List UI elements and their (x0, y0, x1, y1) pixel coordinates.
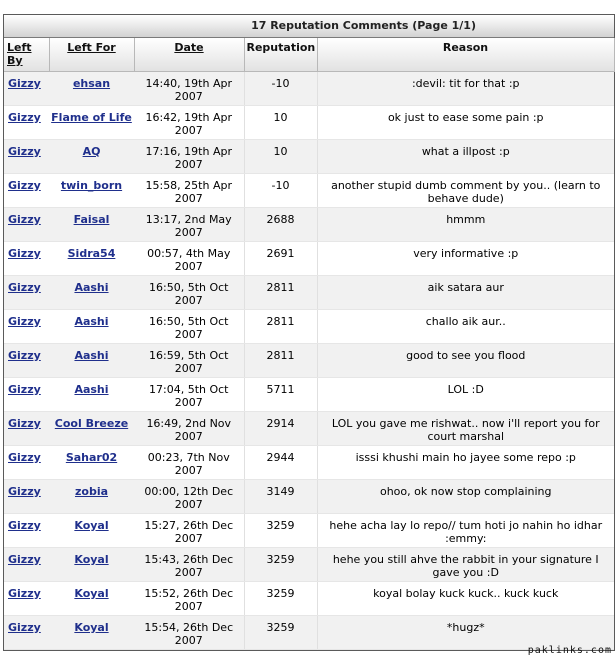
table-row (4, 616, 614, 650)
left-by-cell (4, 616, 49, 650)
left-for-link[interactable]: Aashi (74, 349, 109, 362)
table-row (4, 514, 614, 548)
date-cell: 00:23, 7th Nov 2007 (134, 446, 244, 480)
table-row (4, 446, 614, 480)
panel-title: 17 Reputation Comments (Page 1/1) (4, 14, 614, 38)
reason-cell: hehe acha lay lo repo// tum hoti jo nahin ho idhar :emmy: (317, 514, 614, 548)
date-cell: 15:27, 26th Dec 2007 (134, 514, 244, 548)
reason-cell: ohoo, ok now stop complaining (317, 480, 614, 514)
left-for-link[interactable]: ehsan (72, 77, 111, 90)
left-for-link[interactable]: Cool Breeze (54, 417, 129, 430)
column-header-left-for[interactable]: Left For (49, 38, 134, 72)
left-for-link[interactable]: Koyal (74, 553, 109, 566)
left-by-cell (4, 344, 49, 378)
left-by-link[interactable]: Gizzy (8, 111, 41, 124)
left-by-link[interactable]: Gizzy (8, 485, 41, 498)
table-row (4, 174, 614, 208)
left-for-cell (49, 310, 134, 344)
left-for-link[interactable]: twin_born (60, 179, 123, 192)
reason-cell: hehe you still ahve the rabbit in your signature I gave you :D (317, 548, 614, 582)
left-for-link[interactable]: Aashi (74, 281, 109, 294)
left-by-cell (4, 106, 49, 140)
table-row (4, 310, 614, 344)
left-for-link[interactable]: Flame of Life (51, 111, 132, 124)
table-row (4, 582, 614, 616)
left-by-link[interactable]: Gizzy (8, 349, 41, 362)
left-for-cell (49, 276, 134, 310)
left-for-cell (49, 106, 134, 140)
left-by-cell (4, 446, 49, 480)
left-by-link[interactable]: Gizzy (8, 179, 41, 192)
left-by-cell (4, 174, 49, 208)
left-by-cell (4, 378, 49, 412)
left-by-cell (4, 310, 49, 344)
date-cell: 16:50, 5th Oct 2007 (134, 276, 244, 310)
left-by-cell (4, 412, 49, 446)
reputation-cell: 10 (244, 140, 317, 174)
left-for-cell (49, 480, 134, 514)
left-for-link[interactable]: Aashi (74, 315, 109, 328)
reputation-cell: 2811 (244, 344, 317, 378)
left-by-cell (4, 140, 49, 174)
left-by-link[interactable]: Gizzy (8, 451, 41, 464)
reputation-cell: 2914 (244, 412, 317, 446)
reputation-cell: 2944 (244, 446, 317, 480)
reason-cell: another stupid dumb comment by you.. (learn to behave dude) (317, 174, 614, 208)
date-cell: 14:40, 19th Apr 2007 (134, 72, 244, 106)
left-for-cell (49, 72, 134, 106)
date-cell: 13:17, 2nd May 2007 (134, 208, 244, 242)
left-for-link[interactable]: Koyal (74, 519, 109, 532)
column-header-reputation: Reputation (244, 38, 317, 72)
left-for-link[interactable]: AQ (82, 145, 101, 158)
date-cell: 16:42, 19th Apr 2007 (134, 106, 244, 140)
column-header-date[interactable]: Date (134, 38, 244, 72)
reputation-table (4, 38, 615, 650)
reason-cell: :devil: tit for that :p (317, 72, 614, 106)
left-for-link[interactable]: Aashi (74, 383, 109, 396)
reputation-cell: 3259 (244, 616, 317, 650)
table-row (4, 140, 614, 174)
site-watermark: paklinks.com (527, 645, 612, 656)
date-cell: 17:04, 5th Oct 2007 (134, 378, 244, 412)
date-cell: 16:50, 5th Oct 2007 (134, 310, 244, 344)
date-cell: 17:16, 19th Apr 2007 (134, 140, 244, 174)
left-by-cell (4, 242, 49, 276)
left-by-link[interactable]: Gizzy (8, 213, 41, 226)
left-for-link[interactable]: Koyal (74, 621, 109, 634)
table-row (4, 412, 614, 446)
table-row (4, 378, 614, 412)
left-for-cell (49, 616, 134, 650)
left-by-link[interactable]: Gizzy (8, 519, 41, 532)
reason-cell: hmmm (317, 208, 614, 242)
reputation-cell: -10 (244, 174, 317, 208)
column-header-reason: Reason (317, 38, 614, 72)
reason-cell: challo aik aur.. (317, 310, 614, 344)
left-for-link[interactable]: zobia (74, 485, 109, 498)
date-cell: 00:00, 12th Dec 2007 (134, 480, 244, 514)
left-for-cell (49, 208, 134, 242)
table-row (4, 242, 614, 276)
reputation-cell: 2688 (244, 208, 317, 242)
reason-cell: koyal bolay kuck kuck.. kuck kuck (317, 582, 614, 616)
reason-cell: ok just to ease some pain :p (317, 106, 614, 140)
column-header-left-by[interactable]: Left By (4, 38, 49, 72)
left-by-link[interactable]: Gizzy (8, 77, 41, 90)
left-by-cell (4, 480, 49, 514)
left-for-link[interactable]: Sahar02 (65, 451, 118, 464)
left-for-cell (49, 174, 134, 208)
reputation-cell: 3259 (244, 514, 317, 548)
left-by-link[interactable]: Gizzy (8, 145, 41, 158)
table-header-row (4, 38, 614, 72)
reputation-cell: 3149 (244, 480, 317, 514)
left-by-cell (4, 72, 49, 106)
date-cell: 00:57, 4th May 2007 (134, 242, 244, 276)
left-for-cell (49, 514, 134, 548)
reputation-cell: 10 (244, 106, 317, 140)
left-by-link[interactable]: Gizzy (8, 553, 41, 566)
reason-cell: very informative :p (317, 242, 614, 276)
table-row (4, 276, 614, 310)
left-by-link[interactable]: Gizzy (8, 621, 41, 634)
reason-cell: what a illpost :p (317, 140, 614, 174)
reputation-panel (3, 14, 615, 651)
reputation-cell: 2811 (244, 276, 317, 310)
left-by-cell (4, 514, 49, 548)
left-for-cell (49, 548, 134, 582)
date-cell: 15:52, 26th Dec 2007 (134, 582, 244, 616)
left-by-link[interactable]: Gizzy (8, 281, 41, 294)
reason-cell: isssi khushi main ho jayee some repo :p (317, 446, 614, 480)
left-for-cell (49, 446, 134, 480)
reason-cell: LOL :D (317, 378, 614, 412)
date-cell: 15:43, 26th Dec 2007 (134, 548, 244, 582)
left-for-cell (49, 378, 134, 412)
reason-cell: LOL you gave me rishwat.. now i'll report you for court marshal (317, 412, 614, 446)
left-by-cell (4, 548, 49, 582)
left-by-link[interactable]: Gizzy (8, 587, 41, 600)
reputation-cell: -10 (244, 72, 317, 106)
table-row (4, 548, 614, 582)
left-for-cell (49, 582, 134, 616)
date-cell: 16:59, 5th Oct 2007 (134, 344, 244, 378)
left-for-cell (49, 140, 134, 174)
reputation-cell: 3259 (244, 548, 317, 582)
date-cell: 15:58, 25th Apr 2007 (134, 174, 244, 208)
reason-cell: aik satara aur (317, 276, 614, 310)
table-row (4, 106, 614, 140)
left-for-cell (49, 344, 134, 378)
table-body (4, 72, 614, 650)
reputation-cell: 3259 (244, 582, 317, 616)
left-for-link[interactable]: Sidra54 (67, 247, 116, 260)
reputation-cell: 2811 (244, 310, 317, 344)
reputation-cell: 5711 (244, 378, 317, 412)
date-cell: 15:54, 26th Dec 2007 (134, 616, 244, 650)
left-by-cell (4, 208, 49, 242)
left-for-cell (49, 412, 134, 446)
table-row (4, 208, 614, 242)
left-by-cell (4, 276, 49, 310)
table-row (4, 480, 614, 514)
left-by-link[interactable]: Gizzy (8, 417, 41, 430)
reason-cell: good to see you flood (317, 344, 614, 378)
left-by-link[interactable]: Gizzy (8, 315, 41, 328)
left-by-link[interactable]: Gizzy (8, 383, 41, 396)
reason-cell: *hugz* (317, 616, 614, 650)
table-row (4, 344, 614, 378)
left-by-link[interactable]: Gizzy (8, 247, 41, 260)
left-for-cell (49, 242, 134, 276)
left-by-cell (4, 582, 49, 616)
reputation-cell: 2691 (244, 242, 317, 276)
left-for-link[interactable]: Koyal (74, 587, 109, 600)
table-row (4, 72, 614, 106)
left-for-link[interactable]: Faisal (73, 213, 110, 226)
date-cell: 16:49, 2nd Nov 2007 (134, 412, 244, 446)
